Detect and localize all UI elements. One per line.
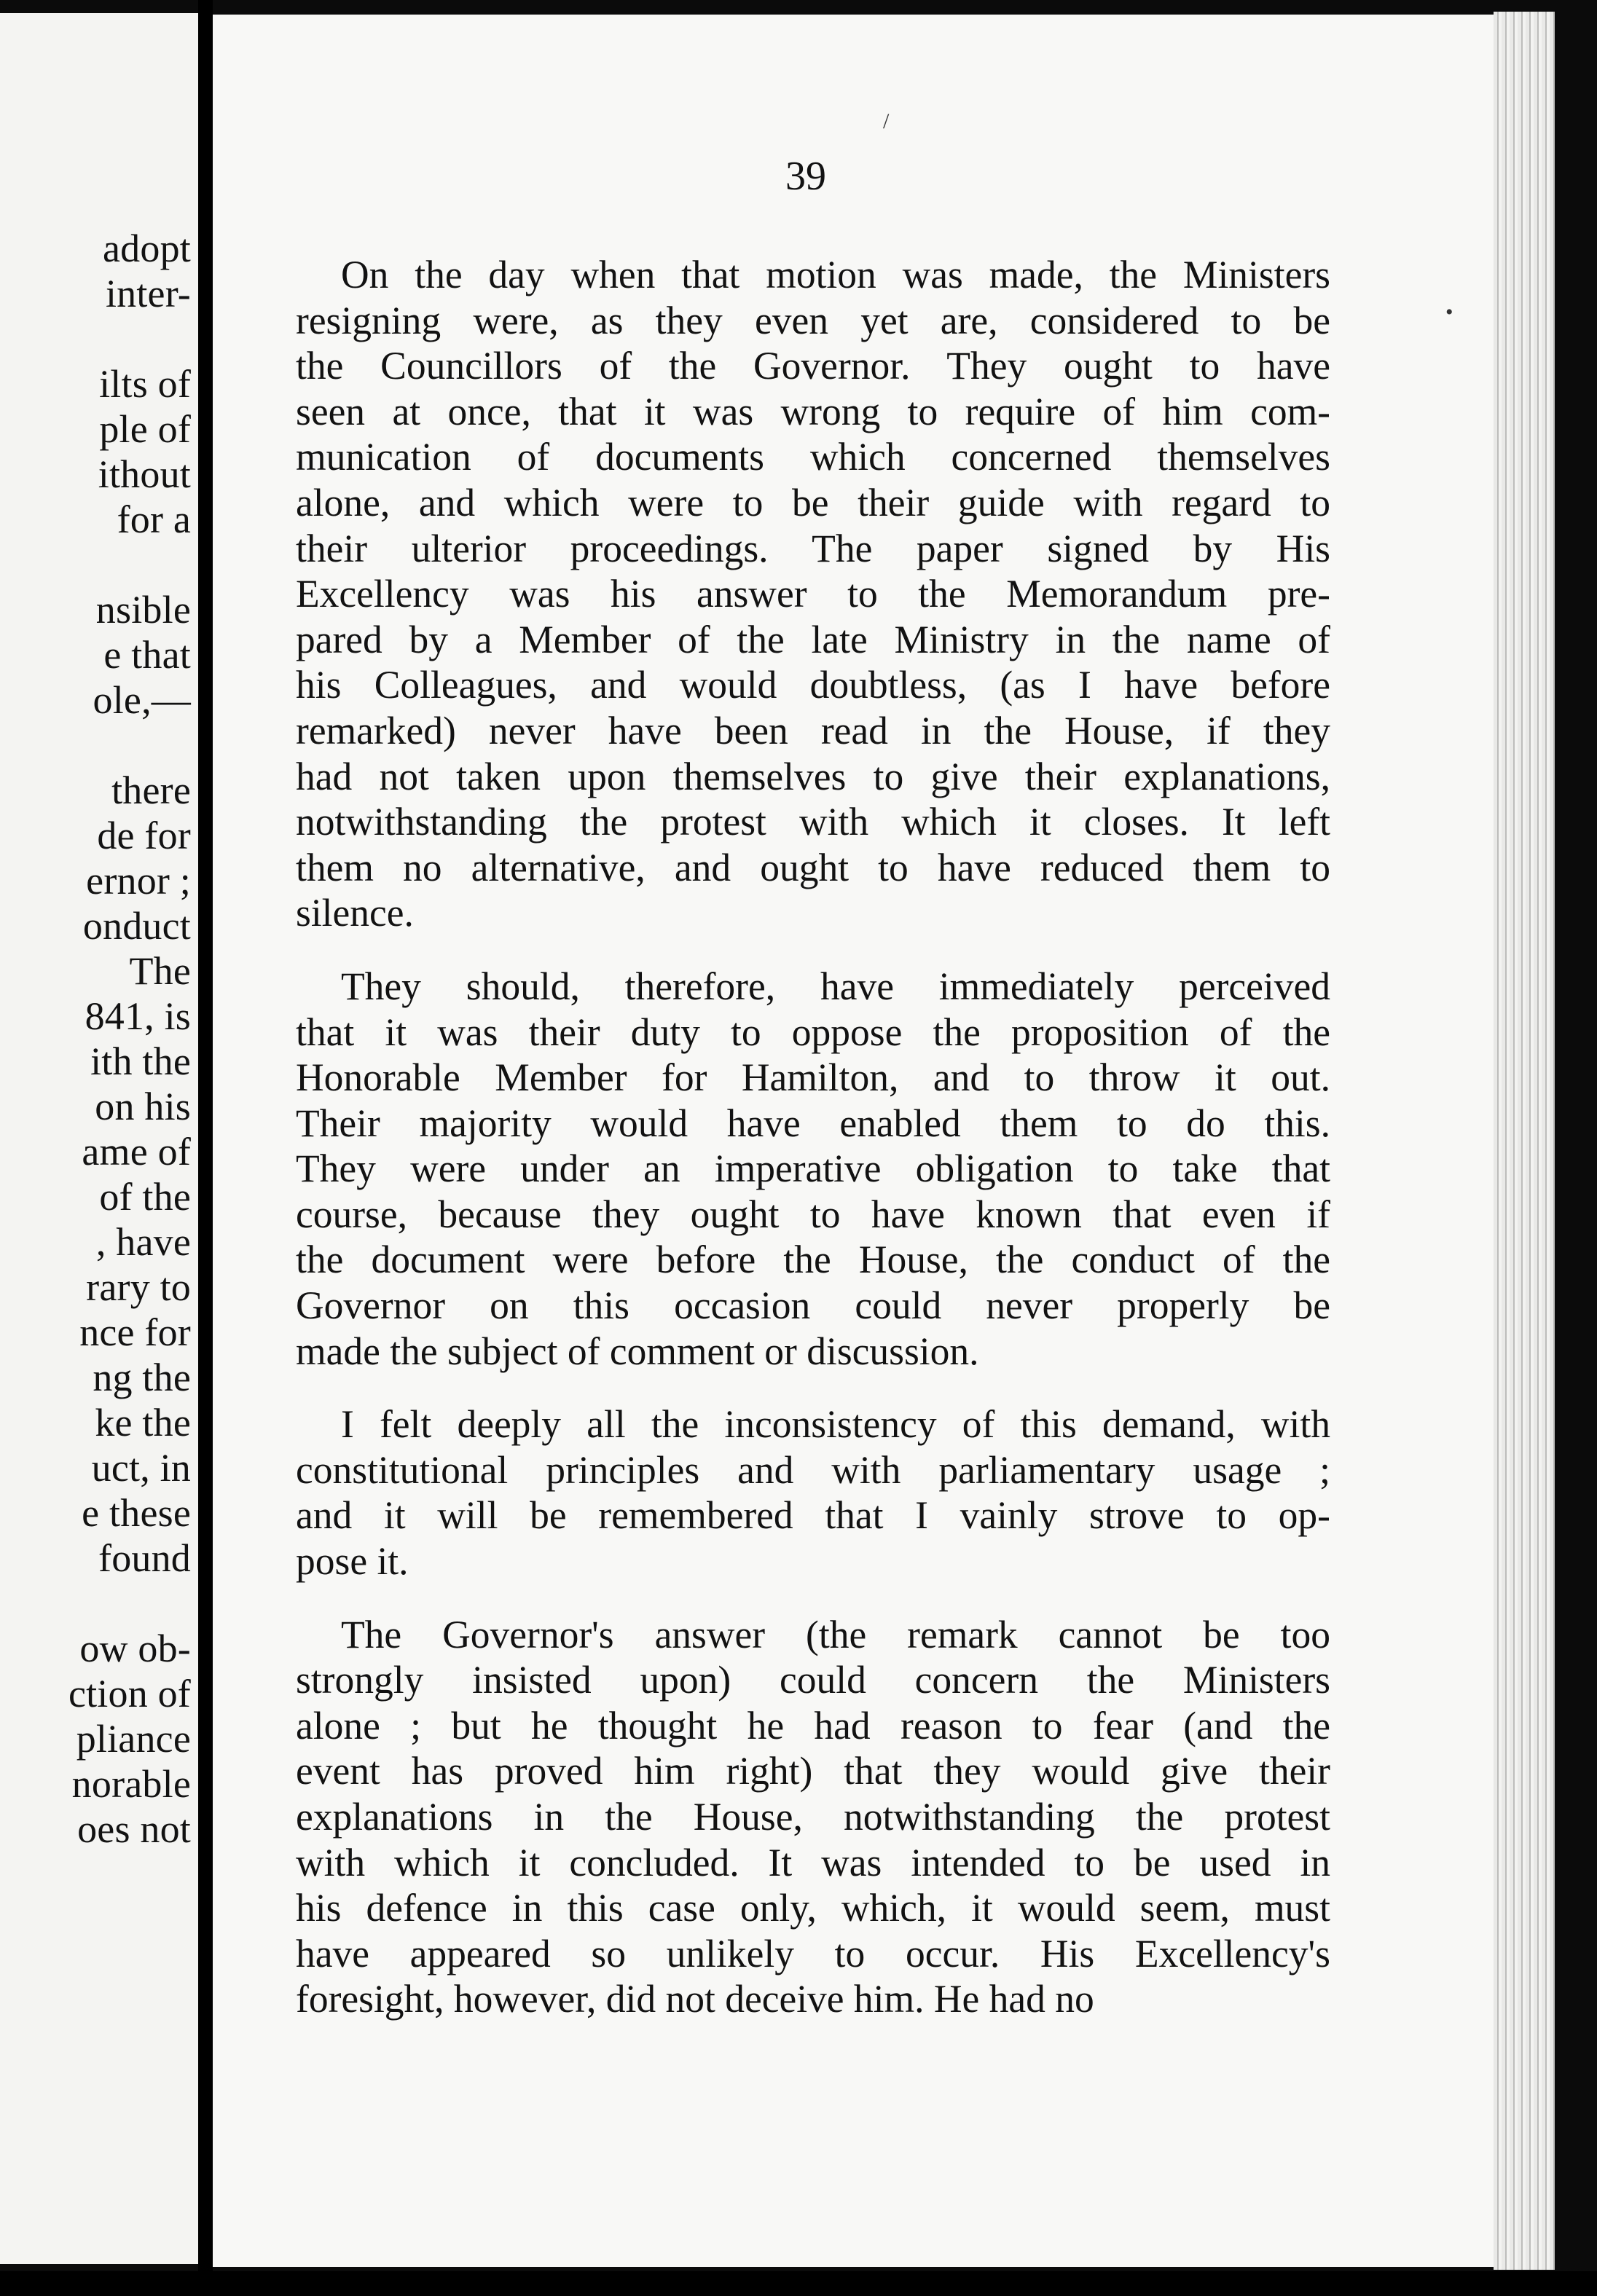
text-line: notwithstanding the protest with which it closes. It left: [296, 800, 1330, 844]
scan-bottom-band: [0, 2271, 1597, 2296]
text-line: seen at once, that it was wrong to require of him com-: [296, 389, 1330, 433]
left-page-line: ow ob-: [79, 1627, 191, 1670]
text-line: They were under an imperative obligation to take that: [296, 1147, 1330, 1191]
text-line: his Colleagues, and would doubtless, (as I have before: [296, 663, 1330, 707]
text-line: munication of documents which concerned themselves: [296, 435, 1330, 479]
text-line: strongly insisted upon) could concern the Ministers: [296, 1658, 1330, 1702]
left-page-line: ction of: [68, 1672, 191, 1715]
left-page-line: pliance: [76, 1717, 191, 1761]
text-line: pose it.: [296, 1539, 409, 1584]
page-body-text: [296, 252, 1330, 2022]
left-page-line: [68, 316, 191, 361]
text-line: silence.: [296, 891, 414, 935]
left-page-line: inter-: [105, 272, 191, 315]
left-page-line: nsible: [95, 588, 191, 632]
text-line: have appeared so unlikely to occur. His Excellency's: [296, 1931, 1330, 1975]
left-page-line: ple of: [99, 407, 191, 451]
left-page-line: rary to: [86, 1265, 191, 1309]
text-line: event has proved him right) that they would give their: [296, 1749, 1330, 1793]
left-page-text: [68, 226, 191, 1852]
text-line: his defence in this case only, which, it would seem, must: [296, 1886, 1330, 1930]
left-page-line: found: [98, 1536, 191, 1580]
text-line: the Councillors of the Governor. They ought to have: [296, 344, 1330, 388]
text-line: alone, and which were to be their guide with regard to: [296, 480, 1330, 524]
left-page-line: ith the: [90, 1039, 191, 1083]
text-line: that it was their duty to oppose the proposition of the: [296, 1010, 1330, 1054]
left-page-line: adopt: [103, 227, 191, 270]
paragraph: [296, 252, 1330, 936]
text-line: and it will be remembered that I vainly strove to op-: [296, 1493, 1330, 1538]
paragraph: [296, 1612, 1330, 2022]
text-line: foresight, however, did not deceive him. He had no: [296, 1977, 1094, 2021]
left-page-line: on his: [95, 1085, 191, 1128]
left-page-line: 841, is: [85, 994, 191, 1038]
left-page-line: de for: [97, 814, 191, 857]
text-line: The Governor's answer (the remark cannot be too: [341, 1612, 1330, 1656]
text-line: On the day when that motion was made, the Ministers: [341, 253, 1330, 296]
left-page-line: onduct: [82, 904, 191, 948]
left-page-line: of the: [99, 1175, 191, 1219]
stray-mark: •: [1445, 300, 1453, 324]
left-page-line: uct, in: [91, 1446, 191, 1490]
text-line: Excellency was his answer to the Memorandum pre-: [296, 572, 1330, 616]
text-line: explanations in the House, notwithstanding the protest: [296, 1795, 1330, 1839]
paragraph: [296, 1401, 1330, 1584]
paragraph: [296, 964, 1330, 1374]
text-line: Governor on this occasion could never properly be: [296, 1283, 1330, 1328]
text-line: them no alternative, and ought to have reduced them to: [296, 845, 1330, 889]
page-edges: [1494, 12, 1555, 2270]
text-line: They should, therefore, have immediately perceived: [341, 964, 1330, 1008]
left-page-line: The: [129, 949, 191, 993]
left-page-line: [68, 1581, 191, 1626]
left-page-line: [68, 723, 191, 768]
text-line: pared by a Member of the late Ministry in the name of: [296, 617, 1330, 661]
text-line: the document were before the House, the conduct of the: [296, 1238, 1330, 1282]
left-page-line: e these: [82, 1491, 191, 1535]
text-line: remarked) never have been read in the House, if they: [296, 708, 1330, 752]
left-page-line: oes not: [77, 1807, 191, 1851]
stray-mark: /: [883, 109, 890, 133]
left-page-line: ole,—: [93, 678, 191, 722]
text-line: I felt deeply all the inconsistency of this demand, with: [341, 1402, 1330, 1447]
left-page-line: ke the: [95, 1401, 191, 1444]
left-page-line: for a: [117, 498, 191, 541]
left-page-line: , have: [95, 1220, 191, 1264]
text-line: alone ; but he thought he had reason to fear (and the: [296, 1703, 1330, 1747]
text-line: Their majority would have enabled them to do this.: [296, 1101, 1330, 1145]
page-number: 39: [785, 154, 826, 199]
left-page-line: norable: [71, 1762, 191, 1806]
left-facing-page: [0, 13, 198, 2264]
text-line: constitutional principles and with parliamentary usage ;: [296, 1447, 1330, 1492]
text-line: resigning were, as they even yet are, considered to be: [296, 298, 1330, 342]
text-line: had not taken upon themselves to give their explanations,: [296, 754, 1330, 798]
left-page-line: [68, 542, 191, 587]
left-page-line: ng the: [93, 1356, 191, 1399]
left-page-line: ilts of: [99, 362, 191, 406]
left-page-line: nce for: [79, 1310, 191, 1354]
text-line: made the subject of comment or discussion.: [296, 1329, 979, 1373]
left-page-line: ithout: [98, 452, 191, 496]
left-page-line: there: [111, 768, 191, 812]
text-line: cours͏e, because they ought to have known that even if: [296, 1192, 1330, 1236]
text-line: their ulterior proceedings. The paper signed by His: [296, 526, 1330, 570]
left-page-line: ame of: [82, 1130, 191, 1173]
left-page-line: e that: [103, 633, 191, 677]
text-line: Honorable Member for Hamilton, and to throw it out.: [296, 1055, 1330, 1100]
text-line: with which it concluded. It was intended to be used in: [296, 1840, 1330, 1884]
book-gutter: [198, 0, 213, 2296]
left-page-line: ernor ;: [86, 859, 191, 903]
